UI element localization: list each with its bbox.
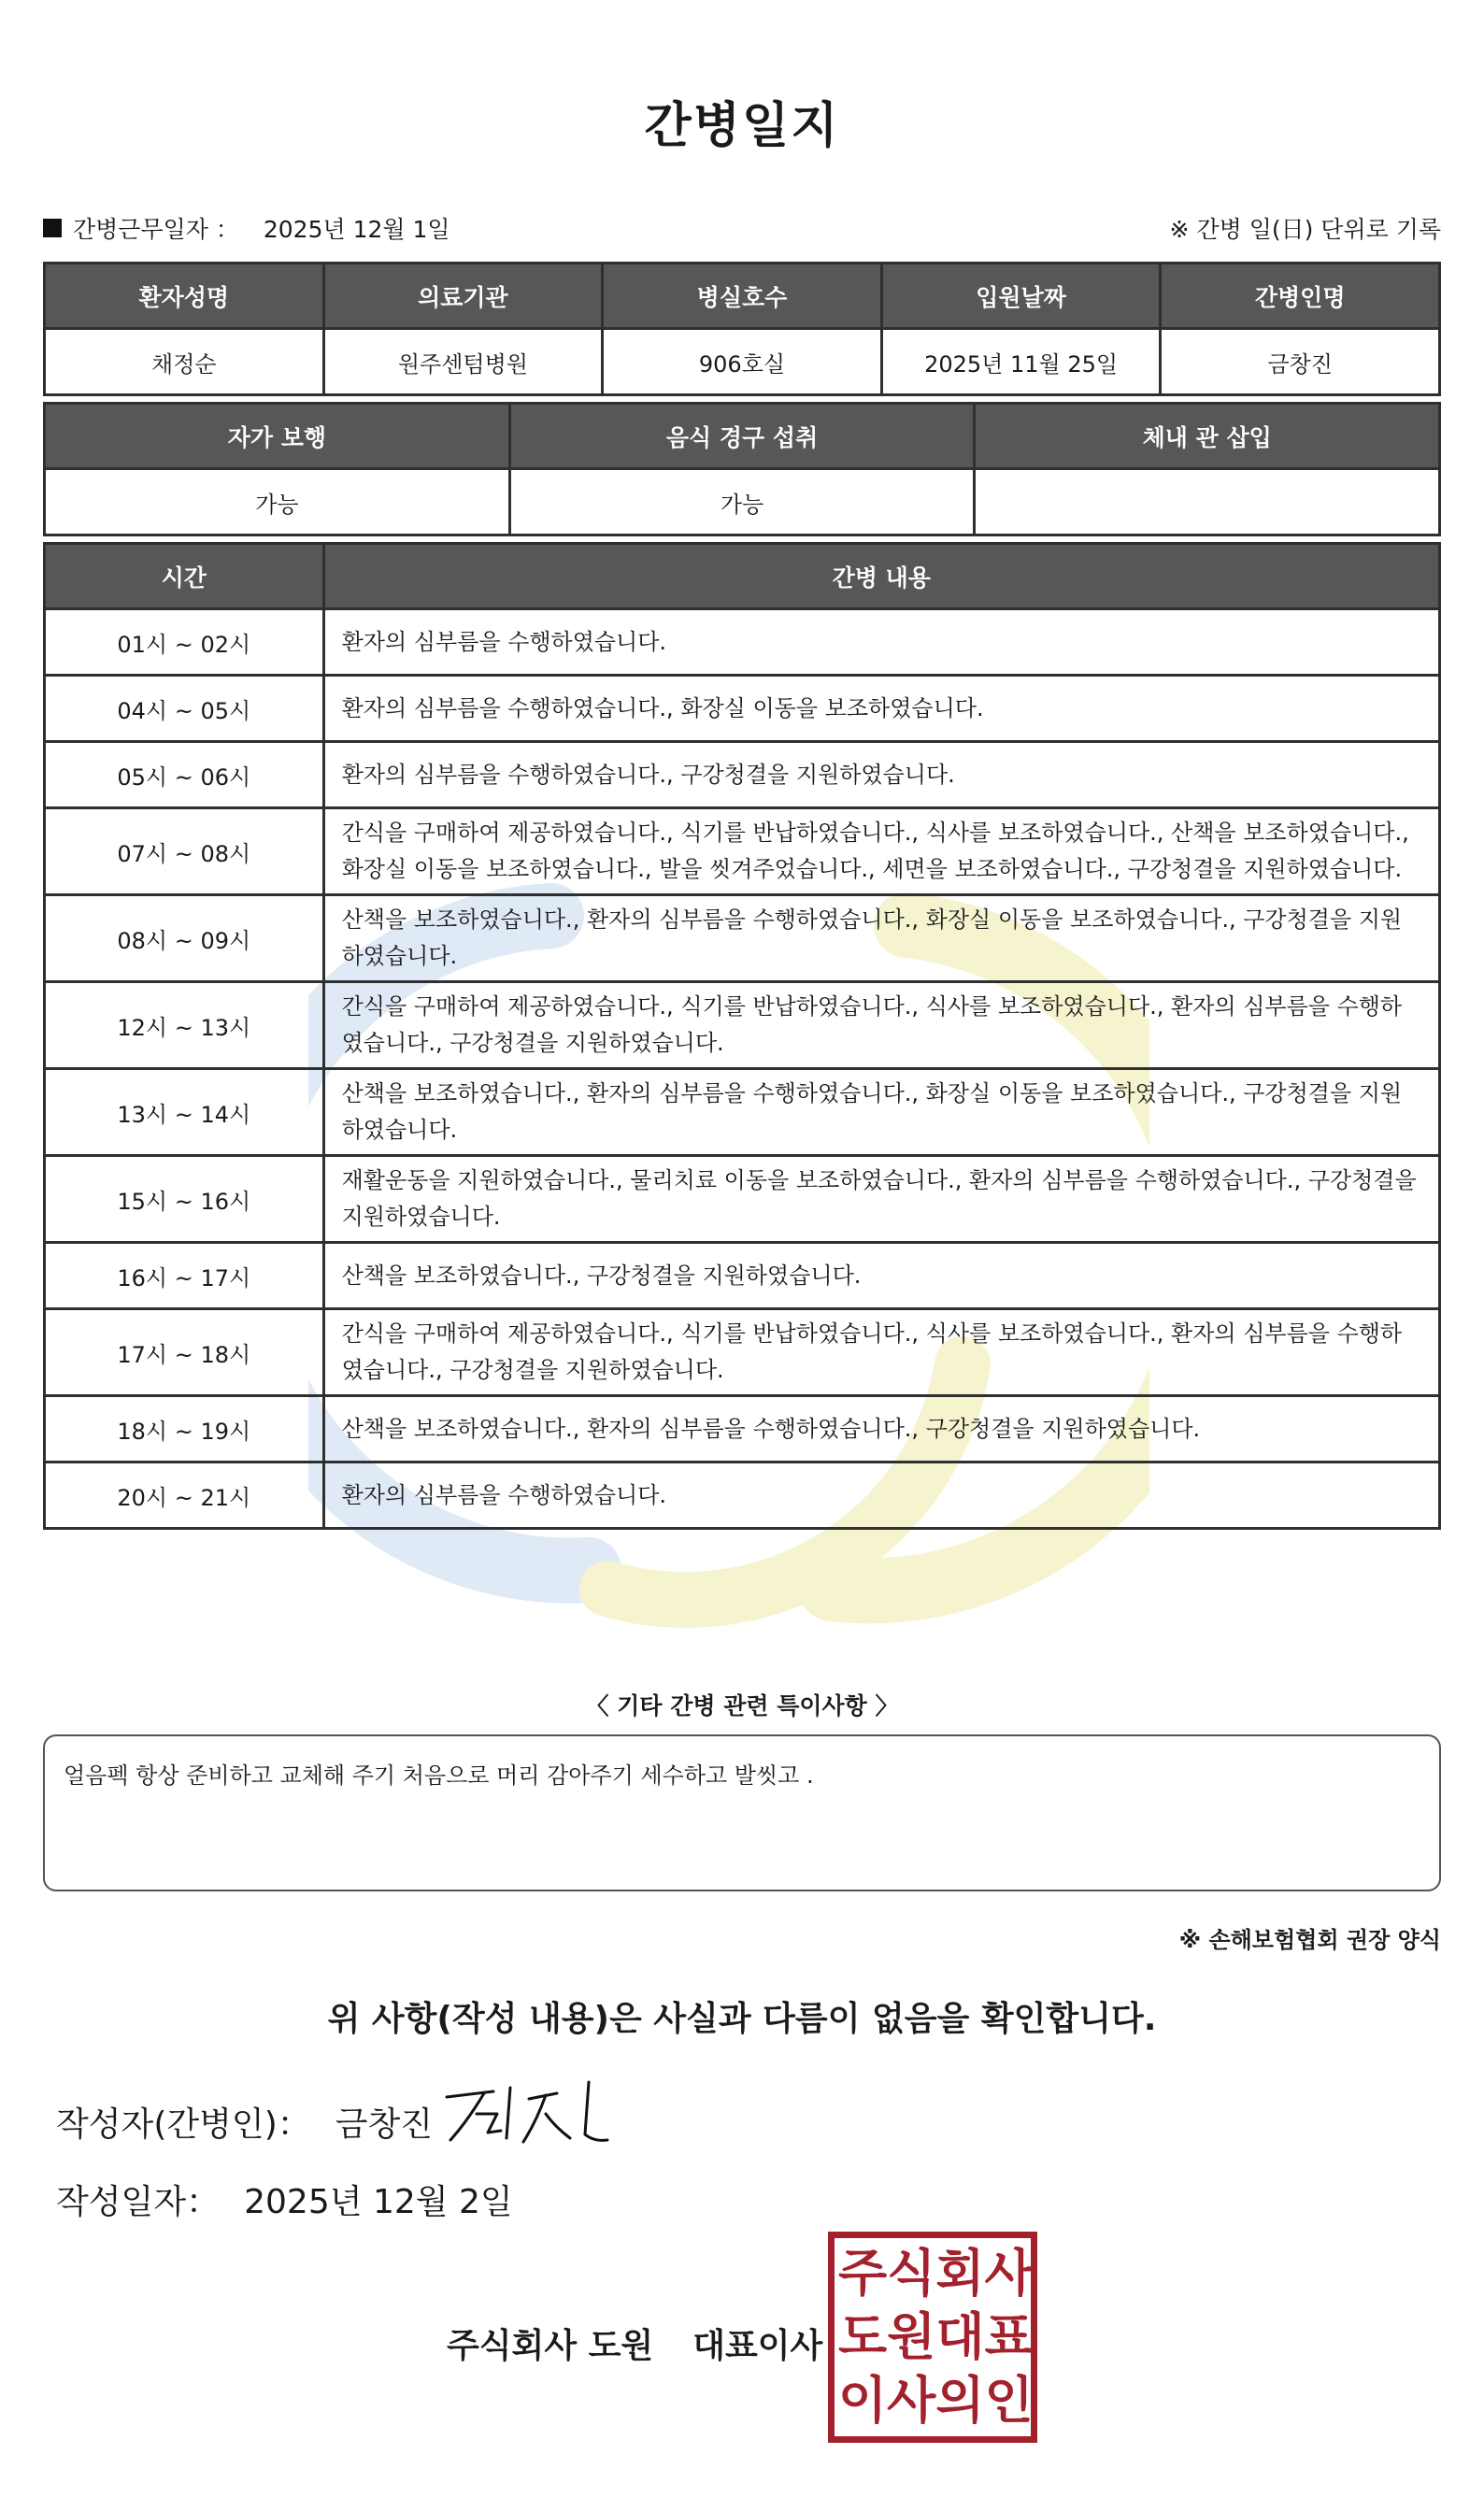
caregiver-name: 금창진 bbox=[1161, 329, 1440, 395]
care-content: 산책을 보조하였습니다., 환자의 심부름을 수행하였습니다., 화장실 이동을 보조하였습니다., 구강청결을 지원하였습니다. bbox=[323, 1069, 1439, 1156]
hospital: 원주센텀병원 bbox=[323, 329, 603, 395]
care-content: 환자의 심부름을 수행하였습니다., 화장실 이동을 보조하였습니다. bbox=[323, 676, 1439, 742]
care-time: 04시 ~ 05시 bbox=[45, 676, 324, 742]
header-hospital: 의료기관 bbox=[323, 264, 603, 329]
oral-intake: 가능 bbox=[509, 469, 975, 535]
handwritten-signature bbox=[439, 2073, 617, 2157]
care-time: 20시 ~ 21시 bbox=[45, 1463, 324, 1529]
patient-info-header-row bbox=[45, 264, 1440, 329]
header-time: 시간 bbox=[45, 544, 324, 609]
header-admission-date: 입원날짜 bbox=[881, 264, 1161, 329]
table-row bbox=[45, 808, 1440, 895]
seal-char: 인 bbox=[984, 2371, 1034, 2430]
care-time: 01시 ~ 02시 bbox=[45, 609, 324, 676]
meta-row bbox=[43, 211, 1441, 249]
written-date-label: 작성일자： bbox=[56, 2183, 221, 2221]
table-row bbox=[45, 1463, 1440, 1529]
status-info-table bbox=[43, 402, 1441, 536]
room: 906호실 bbox=[603, 329, 882, 395]
care-time: 15시 ~ 16시 bbox=[45, 1156, 324, 1243]
table-row bbox=[45, 676, 1440, 742]
page-title: 간병일지 bbox=[644, 98, 840, 154]
company-line bbox=[447, 2319, 822, 2367]
writer-name: 금창진 bbox=[335, 2105, 434, 2144]
unit-note: ※ 간병 일(日) 단위로 기록 bbox=[1169, 216, 1441, 243]
care-content: 산책을 보조하였습니다., 구강청결을 지원하였습니다. bbox=[323, 1243, 1439, 1309]
table-row bbox=[45, 1396, 1440, 1463]
table-row bbox=[45, 1243, 1440, 1309]
table-row bbox=[45, 1069, 1440, 1156]
special-notes-box: 얼음펙 항상 준비하고 교체해 주기 처음으로 머리 감아주기 세수하고 발씻고 . bbox=[43, 1734, 1441, 1891]
table-row bbox=[45, 609, 1440, 676]
header-room: 병실호수 bbox=[603, 264, 882, 329]
written-date-line bbox=[56, 2176, 513, 2223]
care-time: 07시 ~ 08시 bbox=[45, 808, 324, 895]
care-content: 간식을 구매하여 제공하였습니다., 식기를 반납하였습니다., 식사를 보조하였습니다., 환자의 심부름을 수행하였습니다., 구강청결을 지원하였습니다. bbox=[323, 1309, 1439, 1396]
care-time: 16시 ~ 17시 bbox=[45, 1243, 324, 1309]
seal-char: 이 bbox=[838, 2371, 888, 2430]
seal-char: 표 bbox=[984, 2307, 1034, 2366]
writer-line bbox=[56, 2098, 433, 2146]
care-time: 12시 ~ 13시 bbox=[45, 982, 324, 1069]
table-row bbox=[45, 1309, 1440, 1396]
company-representative: 대표이사 bbox=[692, 2327, 823, 2365]
company-name: 주식회사 도원 bbox=[447, 2327, 654, 2365]
admission-date: 2025년 11월 25일 bbox=[881, 329, 1161, 395]
table-row bbox=[45, 895, 1440, 982]
patient-info-table bbox=[43, 262, 1441, 396]
patient-info-value-row bbox=[45, 329, 1440, 395]
care-content: 재활운동을 지원하였습니다., 물리치료 이동을 보조하였습니다., 환자의 심부름을 수행하였습니다., 구강청결을 지원하였습니다. bbox=[323, 1156, 1439, 1243]
seal-char: 식 bbox=[887, 2244, 936, 2303]
special-notes-title: 〈 기타 간병 관련 특이사항 〉 bbox=[585, 1692, 899, 1719]
care-content: 간식을 구매하여 제공하였습니다., 식기를 반납하였습니다., 식사를 보조하였습니다., 산책을 보조하였습니다., 화장실 이동을 보조하였습니다., 발을 씻겨주었습니다., 세면을 보조하였습니다., 구강청결을 지원하였습니다. bbox=[323, 808, 1439, 895]
header-tube-insertion: 체내 관 삽입 bbox=[975, 404, 1440, 469]
care-content: 환자의 심부름을 수행하였습니다. bbox=[323, 609, 1439, 676]
table-row bbox=[45, 1156, 1440, 1243]
header-patient-name: 환자성명 bbox=[45, 264, 324, 329]
care-content: 간식을 구매하여 제공하였습니다., 식기를 반납하였습니다., 식사를 보조하였습니다., 환자의 심부름을 수행하였습니다., 구강청결을 지원하였습니다. bbox=[323, 982, 1439, 1069]
seal-char: 회 bbox=[935, 2244, 985, 2303]
care-content: 산책을 보조하였습니다., 환자의 심부름을 수행하였습니다., 화장실 이동을 보조하였습니다., 구강청결을 지원하였습니다. bbox=[323, 895, 1439, 982]
seal-char: 대 bbox=[935, 2307, 985, 2366]
care-time: 13시 ~ 14시 bbox=[45, 1069, 324, 1156]
care-content: 환자의 심부름을 수행하였습니다. bbox=[323, 1463, 1439, 1529]
seal-char: 원 bbox=[887, 2307, 936, 2366]
care-content: 환자의 심부름을 수행하였습니다., 구강청결을 지원하였습니다. bbox=[323, 742, 1439, 808]
header-caregiver-name: 간병인명 bbox=[1161, 264, 1440, 329]
table-row bbox=[45, 742, 1440, 808]
status-header-row bbox=[45, 404, 1440, 469]
patient-name: 채정순 bbox=[45, 329, 324, 395]
seal-char: 사 bbox=[984, 2244, 1034, 2303]
header-self-walking: 자가 보행 bbox=[45, 404, 510, 469]
work-date-label: 간병근무일자 ： bbox=[73, 216, 239, 243]
care-time: 05시 ~ 06시 bbox=[45, 742, 324, 808]
seal-char: 주 bbox=[838, 2244, 888, 2303]
square-bullet-icon bbox=[43, 219, 62, 237]
care-time: 08시 ~ 09시 bbox=[45, 895, 324, 982]
header-care-content: 간병 내용 bbox=[323, 544, 1439, 609]
table-row bbox=[45, 982, 1440, 1069]
tube-insertion bbox=[975, 469, 1440, 535]
writer-label: 작성자(간병인)： bbox=[56, 2105, 311, 2144]
work-date bbox=[43, 211, 450, 245]
care-log-table bbox=[43, 542, 1441, 1530]
recommend-note: ※ 손해보험협회 권장 양식 bbox=[1178, 1927, 1441, 1953]
work-date-value: 2025년 12월 1일 bbox=[263, 216, 450, 243]
status-value-row bbox=[45, 469, 1440, 535]
seal-char: 의 bbox=[935, 2371, 985, 2430]
care-content: 산책을 보조하였습니다., 환자의 심부름을 수행하였습니다., 구강청결을 지원하였습니다. bbox=[323, 1396, 1439, 1463]
care-log-header-row bbox=[45, 544, 1440, 609]
confirmation-statement: 위 사항(작성 내용)은 사실과 다름이 없음을 확인합니다. bbox=[327, 2000, 1157, 2038]
care-time: 18시 ~ 19시 bbox=[45, 1396, 324, 1463]
seal-char: 도 bbox=[838, 2307, 888, 2366]
company-seal-stamp bbox=[828, 2232, 1037, 2443]
seal-char: 사 bbox=[887, 2371, 936, 2430]
written-date-value: 2025년 12월 2일 bbox=[244, 2183, 513, 2221]
self-walking: 가능 bbox=[45, 469, 510, 535]
header-oral-intake: 음식 경구 섭취 bbox=[509, 404, 975, 469]
care-time: 17시 ~ 18시 bbox=[45, 1309, 324, 1396]
